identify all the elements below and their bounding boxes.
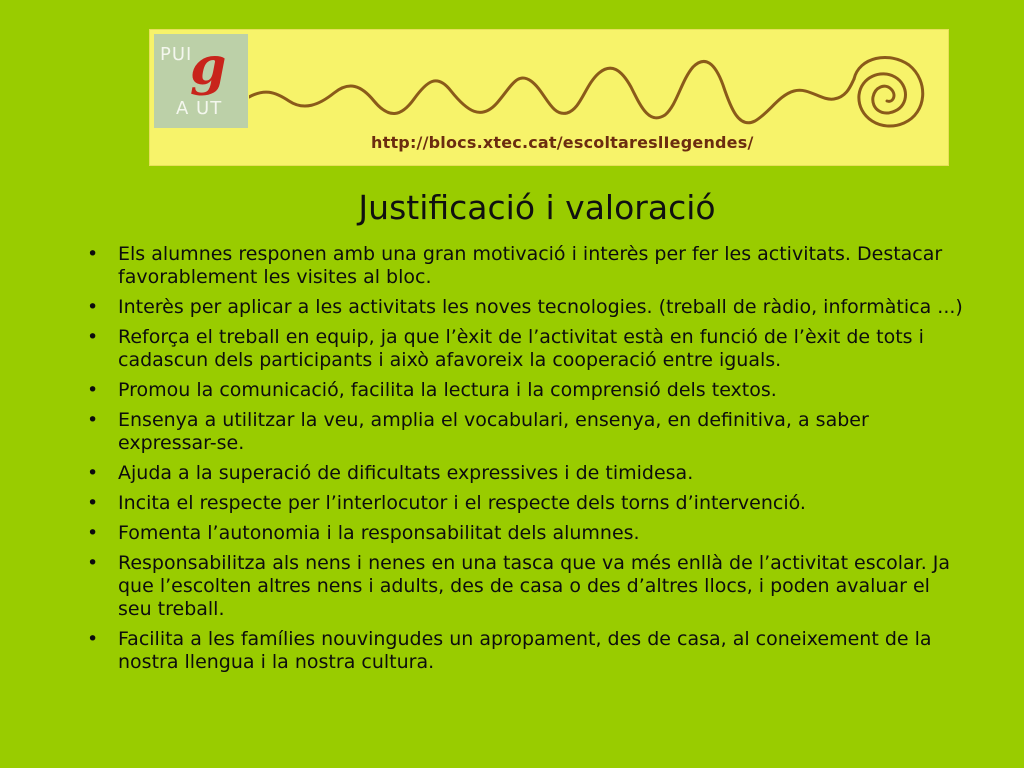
list-item: • Facilita a les famílies nouvingudes un apropament, des de casa, al coneixement de la nostra llengua i la nostra cultura. — [118, 628, 978, 674]
logo-bottom-text: A UT — [176, 98, 223, 119]
list-item: • Reforça el treball en equip, ja que l’èxit de l’activitat està en funció de l’èxit de tots i cadascun dels participants i això afavoreix la cooperació entre iguals. — [118, 326, 978, 372]
logo-top-text: PUI — [160, 44, 193, 65]
list-item: • Ajuda a la superació de dificultats expressives i de timidesa. — [118, 462, 978, 485]
slide-title: Justificació i valoració — [358, 188, 716, 227]
list-item: • Interès per aplicar a les activitats les noves tecnologies. (treball de ràdio, informàtica ...) — [118, 296, 978, 319]
list-item: • Responsabilitza als nens i nenes en una tasca que va més enllà de l’activitat escolar. Ja que l’escolten altres nens i adults, des de casa o des d’altres llocs, i poden avaluar el seu treball. — [118, 552, 978, 621]
list-item: • Fomenta l’autonomia i la responsabilitat dels alumnes. — [118, 522, 978, 545]
header-banner — [149, 29, 949, 166]
bullet-list — [118, 243, 978, 681]
list-item: • Incita el respecte per l’interlocutor i el respecte dels torns d’intervenció. — [118, 492, 978, 515]
puig-logo — [154, 34, 248, 128]
blog-url[interactable]: http://blocs.xtec.cat/escoltareslIegendes/ — [371, 133, 754, 152]
list-item: • Ensenya a utilitzar la veu, amplia el vocabulari, ensenya, en definitiva, a saber expressar-se. — [118, 409, 978, 455]
logo-g-letter: g — [190, 36, 227, 97]
list-item: • Els alumnes responen amb una gran motivació i interès per fer les activitats. Destacar favorablement les visites al bloc. — [118, 243, 978, 289]
list-item: • Promou la comunicació, facilita la lectura i la comprensió dels textos. — [118, 379, 978, 402]
